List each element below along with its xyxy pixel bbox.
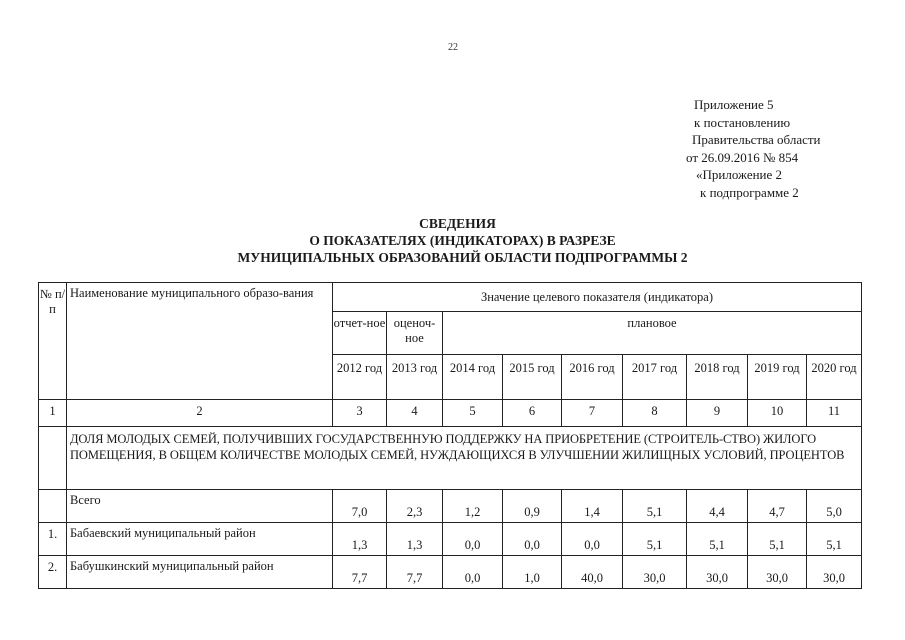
- column-number: 11: [807, 400, 862, 427]
- column-number: 8: [623, 400, 687, 427]
- value-cell: 5,1: [687, 523, 748, 556]
- column-number: 5: [443, 400, 503, 427]
- header-year: 2017 год: [623, 355, 687, 400]
- appendix-line: от 26.09.2016 № 854: [686, 149, 799, 165]
- header-year: 2018 год: [687, 355, 748, 400]
- value-cell: 0,0: [443, 556, 503, 589]
- row-name: Бабаевский муниципальный район: [67, 523, 333, 556]
- header-year: 2019 год: [748, 355, 807, 400]
- column-number: 7: [562, 400, 623, 427]
- header-year: 2016 год: [562, 355, 623, 400]
- column-number: 10: [748, 400, 807, 427]
- row-number: 1.: [39, 523, 67, 556]
- table-row: [39, 490, 862, 523]
- header-planned: плановое: [443, 312, 862, 355]
- row-name: Всего: [67, 490, 333, 523]
- value-cell: 1,3: [333, 523, 387, 556]
- appendix-block: [680, 96, 821, 201]
- page-number: 22: [448, 42, 458, 53]
- table-row: [39, 556, 862, 589]
- value-cell: 1,2: [443, 490, 503, 523]
- appendix-line: к подпрограмме 2: [700, 184, 799, 200]
- value-cell: 30,0: [687, 556, 748, 589]
- column-number: 4: [387, 400, 443, 427]
- title-line: СВЕДЕНИЯ: [419, 216, 496, 231]
- table-row: [39, 523, 862, 556]
- value-cell: 1,4: [562, 490, 623, 523]
- value-cell: 5,1: [807, 523, 862, 556]
- value-cell: 4,4: [687, 490, 748, 523]
- header-year: 2015 год: [503, 355, 562, 400]
- section-title: ДОЛЯ МОЛОДЫХ СЕМЕЙ, ПОЛУЧИВШИХ ГОСУДАРСТВЕННУЮ ПОДДЕРЖКУ НА ПРИОБРЕТЕНИЕ (СТРОИТЕЛЬ-СТВО) ЖИЛОГО ПОМЕЩЕНИЯ, В ОБЩЕМ КОЛИЧЕСТВЕ МОЛОДЫХ СЕМЕЙ, НУЖДАЮЩИХСЯ В УЛУЧШЕНИИ ЖИЛИЩНЫХ УСЛОВИЙ, ПРОЦЕНТОВ: [67, 427, 862, 490]
- value-cell: 1,0: [503, 556, 562, 589]
- row-name: Бабушкинский муниципальный район: [67, 556, 333, 589]
- header-year: 2012 год: [333, 355, 387, 400]
- value-cell: 2,3: [387, 490, 443, 523]
- appendix-line: «Приложение 2: [696, 167, 783, 182]
- header-year: 2014 год: [443, 355, 503, 400]
- value-cell: 5,1: [623, 523, 687, 556]
- header-year: 2013 год: [387, 355, 443, 400]
- value-cell: 5,1: [748, 523, 807, 556]
- value-cell: 7,7: [333, 556, 387, 589]
- appendix-line: Приложение 5: [694, 97, 774, 112]
- header-name-col: Наименование муниципального образо-вания: [67, 283, 333, 400]
- header-indicator-group: Значение целевого показателя (индикатора): [333, 283, 862, 312]
- document-title: [0, 215, 905, 266]
- column-number: 2: [67, 400, 333, 427]
- value-cell: 7,7: [387, 556, 443, 589]
- value-cell: 7,0: [333, 490, 387, 523]
- title-line: О ПОКАЗАТЕЛЯХ (ИНДИКАТОРАХ) В РАЗРЕЗЕ: [309, 233, 616, 248]
- header-year: 2020 год: [807, 355, 862, 400]
- value-cell: 0,0: [443, 523, 503, 556]
- column-number: 6: [503, 400, 562, 427]
- value-cell: 0,0: [562, 523, 623, 556]
- value-cell: 30,0: [807, 556, 862, 589]
- value-cell: 30,0: [623, 556, 687, 589]
- value-cell: 0,0: [503, 523, 562, 556]
- header-num-col: № п/п: [39, 283, 67, 400]
- row-number: [39, 490, 67, 523]
- column-number: 1: [39, 400, 67, 427]
- appendix-line: к постановлению: [694, 114, 791, 130]
- value-cell: 40,0: [562, 556, 623, 589]
- value-cell: 0,9: [503, 490, 562, 523]
- value-cell: 5,1: [623, 490, 687, 523]
- column-number: 9: [687, 400, 748, 427]
- header-reported: отчет-ное: [333, 312, 387, 355]
- section-num-cell: [39, 427, 67, 490]
- value-cell: 1,3: [387, 523, 443, 556]
- column-number: 3: [333, 400, 387, 427]
- title-line: МУНИЦИПАЛЬНЫХ ОБРАЗОВАНИЙ ОБЛАСТИ ПОДПРОГРАММЫ 2: [237, 250, 688, 265]
- appendix-line: Правительства области: [692, 132, 821, 147]
- value-cell: 4,7: [748, 490, 807, 523]
- value-cell: 30,0: [748, 556, 807, 589]
- row-number: 2.: [39, 556, 67, 589]
- value-cell: 5,0: [807, 490, 862, 523]
- indicators-table: [38, 282, 862, 589]
- header-estimated: оценоч-ное: [387, 312, 443, 355]
